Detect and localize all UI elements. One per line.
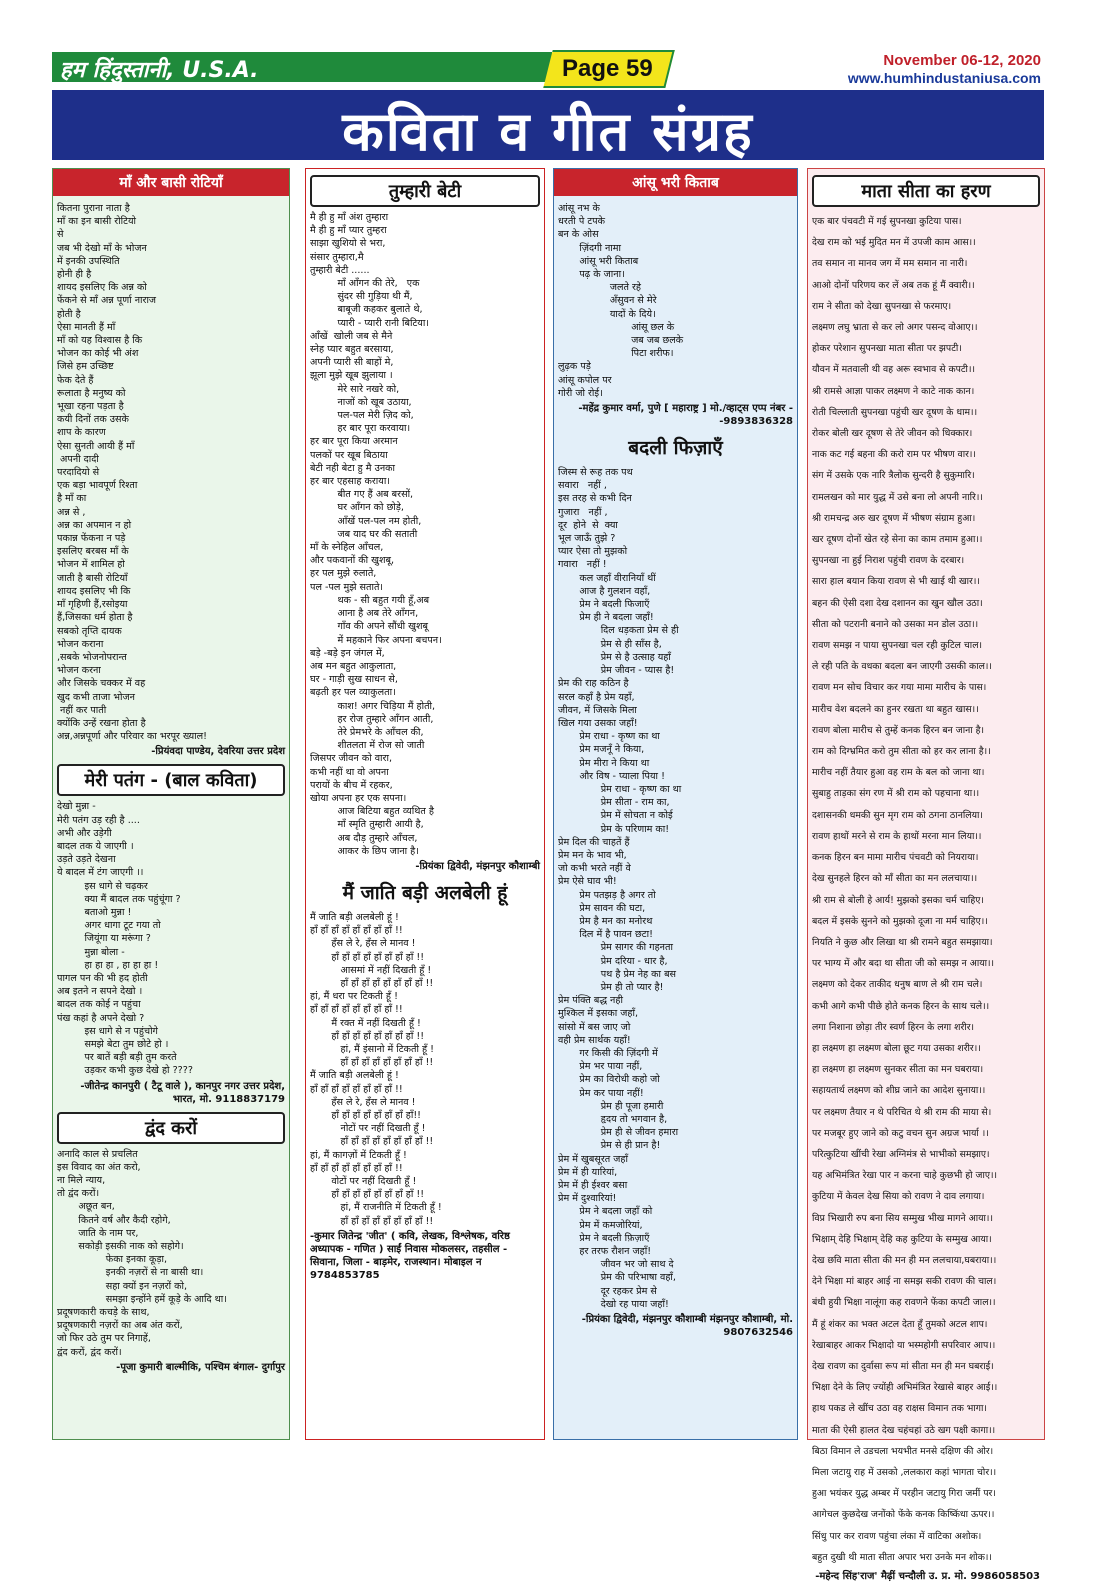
poem-title-dwand: द्वंद करों [57, 1112, 285, 1144]
column-2 [305, 168, 545, 1440]
poem-text-jaati: मैं जाति बड़ी अलबेली हूं ! हाँ हाँ हाँ हाँ हाँ हाँ हाँ हाँ !! हँस ले रे, हँस ले मानव ! हाँ हाँ हाँ हाँ हाँ हाँ हाँ हाँ !! आसमां में नहीं दिखती हूँ ! हाँ हाँ हाँ हाँ हाँ हाँ हाँ हाँ !! हां, मैं धरा पर टिकती हूँ ! हाँ हाँ हाँ हाँ हाँ हाँ हाँ हाँ !! मैं रक्त में नहीं दिखती हूँ ! हाँ हाँ हाँ हाँ हाँ हाँ हाँ हाँ !! हां, मैं इंसानो में टिकती हूँ ! हाँ हाँ हाँ हाँ हाँ हाँ हाँ हाँ !! मैं जाति बड़ी अलबेली हूं ! हाँ हाँ हाँ हाँ हाँ हाँ हाँ हाँ !! हँस ले रे, हँस ले मानव ! हाँ हाँ हाँ हाँ हाँ हाँ हाँ हाँ!! नोटों पर नहीं दिखती हूँ ! हाँ हाँ हाँ हाँ हाँ हाँ हाँ हाँ !! हां, मैं कागज़ों में टिकती हूँ ! हाँ हाँ हाँ हाँ हाँ हाँ हाँ हाँ !! वोटों पर नहीं दिखती हूँ ! हाँ हाँ हाँ हाँ हाँ हाँ हाँ हाँ !! हां, मैं राजनीति में टिकती हूँ ! हाँ हाँ हाँ हाँ हाँ हाँ हाँ हाँ !! [310, 911, 442, 1227]
poem-author-patang: -जीतेन्द्र कानपुरी ( टैटू वाले ), कानपुर नगर उत्तर प्रदेश, भारत, मो. 9118837179 [80, 1080, 285, 1105]
poem-title-beti: तुम्हारी बेटी [310, 175, 540, 207]
poem-title-fizayein: बदली फिज़ाएँ [628, 437, 723, 460]
poem-title-sita: माता सीता का हरण [812, 175, 1040, 207]
poem-author-maa: -प्रियंवदा पाण्डेय, देवरिया उत्तर प्रदेश [151, 746, 285, 758]
poem-author-jaati: -कुमार जितेन्द्र 'जीत' ( कवि, लेखक, विश्लेषक, वरिष्ठ अध्यापक - गणित ) साईं निवास मोकलसर, तहसील - सिवाना, जिला - बाड़मेर, राजस्थान। मोबाइल न 9784853785 [310, 1230, 510, 1281]
poem-author-beti: -प्रियंका द्विवेदी, मंझनपुर कौशाम्बी [415, 860, 540, 872]
column-4 [807, 168, 1045, 1582]
poem-text-maa: कितना पुराना नाता है माँ का इन बासी रोटियो से जब भी देखो माँ के भोजन में इनकी उपस्थिति होनी ही है शायद इसलिए कि अन्न को फेंकने से माँ अन्न पूर्णा नाराज होती है ऐसा मानती हैं माँ माँ को यह विश्वास है कि भोजन का कोई भी अंश जिसे हम उच्छिष्ट फेक देते हैं रूलाता है मनुष्य को भूखा रहना पड़ता है कयी दिनों तक उसके शाप के कारण ऐसा सुनती आयी हैं माँ अपनी दादी परदादियो से एक बड़ा भावपूर्ण रिश्ता है माँ का अन्न से , अन्न का अपमान न हो पकान्न फेंकना न पड़े इसलिए बरबस माँ के भोजन में शामिल हो जाती है बासी रोटियाँ शायद इसलिए भी कि माँ गृहिणी हैं,रसोइया हैं,जिसका धर्म होता है सबको तृप्ति दायक भोजन कराना ,सबके भोजनोपरान्त भोजन करना और जिसके चक्कर में वह खुद कभी ताजा भोजन नहीं कर पाती क्योंकि उन्हें रखना होता है अन्न,अन्नपूर्णा और परिवार का भरपूर ख्याल! [57, 203, 208, 743]
poem-text-sita: एक बार पंचवटी में गई सुपनखा कुटिया पास। देख राम को भई मुदित मन में उपजी काम आस।। तव समान ना मानव जग में मम समान ना नारी। आओ दोनों परिणय कर लें अब तक हूं मैं क्वारी।। राम ने सीता को देखा सुपनखा से फरमाए। लक्ष्मण लघु भ्राता से कर लो अगर पसन्द वोआए।। होकर परेशान सुपनखा माता सीता पर झपटी। यौवन में मतवाली थी वह अरू स्वभाव से कपटी।। श्री रामसे आज्ञा पाकर लक्ष्मण ने काटे नाक कान। रोती चिल्लाती सुपनखा पहुंची खर दूषण के धाम।। रोकर बोली खर दूषण से तेरे जीवन को धिक्कार। नाक कट गई बहना की करो राम पर भीषण वार।। संग में उसके एक नारि त्रैलोक सुन्दरी है सुकुमारि। रामलखन को मार युद्ध में उसे बना लो अपनी नारि।। श्री रामचन्द्र अरु खर दूषण में भीषण संग्राम हुआ। खर दूषण दोनों खेत रहे सेना का काम तमाम हुआ।। सुपनखा ना हुई निराश पहुंची रावण के दरबार। सारा हाल बयान किया रावण से भी खाई थी खार।। बहन की ऐसी दशा देख दशानन का खुन खौल उठा। सीता को पटरानी बनाने को उसका मन डोल उठा।। रावण समझ न पाया सुपनखा चल रही कुटिल चाल। ले रही पति के वधका बदला बन जाएगी उसकी काल।। रावण मन सोच विचार कर गया मामा मारीच के पास। मारीच वेश बदलने का हुनर रखता था बहुत खास।। रावण बोला मारीच से तुम्हें कनक हिरन बन जाना है। राम को दिग्भ्रमित करो तुम सीता को हर कर लाना है।। मारीच नहीं तैयार हुआ वह राम के बल को जाना था। सुबाहु ताड़का संग रण में श्री राम को पहचाना था।। दशासनकी धमकी सुन मृग राम को ठगना ठानलिया। रावण हाथों मरने से राम के हाथों मरना मान लिया।। कनक हिरन बन मामा मारीच पंचवटी को नियराया। देख सुनहले हिरन को माँ सीता का मन ललचाया।। श्री राम से बोली हे आर्य! मुझको इसका चर्म चाहिए। बदल में इसके सुनने को मुझको दूजा ना मर्म चाहिए।। नियति ने कुछ और लिखा था श्री रामने बहुत समझाया। पर भाग्य में और बदा था सीता जी को समझ न आया।। लक्ष्मण को देकर ताकीद धनुष बाण ले श्री राम चले। कभी आगे कभी पीछे होते कनक हिरन के साथ चले।। लगा निशाना छोड़ा तीर स्वर्ण हिरन के लगा शरीर। हा लक्ष्मण हा लक्ष्मण बोला छूट गया उसका शरीर।। हा लक्ष्मण हा लक्ष्मण सुनकर सीता का मन घबराया। सहायतार्थ लक्ष्मण को शीघ्र जाने का आदेश सुनाया।। पर लक्ष्मण तैयार न थे परिचित थे श्री राम की माया से। पर मजबूर हुए जाने को कटु वचन सुन अग्रज भार्या ।। परित्कुटिया खींची रेखा अग्निमंत्र से भाभीको समझाए। यह अभिमंत्रित रेखा पार न करना चाहे कुछभी हो जाए।। कुटिया में केवल देख सिया को रावण ने दाव लगाया। विप्र भिखारी रुप बना सिय सम्मुख भीख मागने आया।। भिक्षाम् देहि भिक्षाम् देहि कह कुटिया के सम्मुख आया। देख छवि माता सीता की मन ही मन ललचाया,घबराया।। देने भिक्षा मां बाहर आई ना समझ सकी रावण की चाल। बंधी हुयी भिक्षा नालूंगा कह रावणने फेंका कपटी जाल।। मैं हूं शंकर का भक्त अटल देता हूँ तुमको अटल शाप। रेखाबाहर आकर भिक्षादो या भस्महोगी सपरिवार आप।। देख रावण का दुर्वासा रूप मां सीता मन ही मन घबराई। भिक्षा देने के लिए ज्योंही अभिमंत्रित रेखासे बाहर आई।। हाथ पकड ले खींच उठा वह राक्षस विमान तक भागा। माता की ऐसी हालत देख चहंचहां उठे खग पक्षी कागा।। बिठा विमान ले उडचला भयभीत मनसे दक्षिण की ओर। मिला जटायु राह में उसको ,ललकारा कहां भागता चोर।। हुआ भयंकर युद्ध अम्बर में परहीन जटायु गिरा जमीं पर। आगेचल कुछदेख जनोंको फेंके कनक किष्किंधा ऊपर।। सिंधु पार कर रावण पहुंचा लंका में वाटिका अशोक। बहुत दुखी थी माता सीता अपार भरा उनके मन शोक।। [812, 216, 998, 1563]
poem-author-fizayein: -प्रियंका द्विवेदी, मंझनपुर कौशाम्बी मंझनपुर कौशाम्बी, मो. 9807632546 [581, 1314, 793, 1339]
poem-text-fizayein: जिस्म से रूह तक पथ सवारा नहीं , इस तरह से कभी दिन गुजारा नहीं , दूर होने से क्या भूल जाऊँ तुझे ? प्यार ऐसा तो मुझको गवारा नहीं ! कल जहाँ वीरानियाँ थीं आज है गुलशन वहाँ, प्रेम ने बदली फिजाएँ प्रेम ही ने बदला जहाँ! दिल धड़कता प्रेम से ही प्रेम से ही साँस है, प्रेम से है उत्साह यहाँ प्रेम जीवन - प्यास है! प्रेम की राह कठिन है सरल कहाँ है प्रेम यहाँ, जीवन, में जिसके मिला खिल गया उसका जहाँ! प्रेम राधा - कृष्ण का था प्रेम मजनूँ ने किया, प्रेम मीरा ने किया था और विष - प्याला पिया ! प्रेम राधा - कृष्ण का था प्रेम सीता - राम का, प्रेम में सोचता न कोई प्रेम के परिणाम का! प्रेम दिल की चाहतें हैं प्रेम मन के भाव भी, जो कभी भरते नहीं वे प्रेम ऐसे घाव भी! प्रेम पतझड़ है अगर तो प्रेम सावन की घटा, प्रेम है मन का मनोरथ दिल में है पावन छटा! प्रेम सागर की गहनता प्रेम दरिया - धार है, पथ है प्रेम नेह का बस प्रेम ही तो प्यार है! प्रेम पंक्ति बद्ध नही मुश्किल में इसका जहाँ, सांसो में बस जाए जो वही प्रेम सार्थक यहाँ! गर किसी की ज़िंदगी में प्रेम भर पाया नहीं, प्रेम का विरोधी कहो जो प्रेम कर पाया नहीं! प्रेम ही पूजा हमारी हृदय तो भगवान है, प्रेम ही से जीवन हमारा प्रेम से ही प्रान है! प्रेम में खुबसूरत जहाँ प्रेम में ही यारियां, प्रेम में ही ईश्वर बसा प्रेम में दुश्वारियां! प्रेम ने बदला जहाँ को प्रेम में कमजोरियां, प्रेम ने बदली फ़िज़ाएँ हर तरफ रौशन जहाँ! जीवन भर जो साथ दे प्रेम की परिभाषा वहाँ, दूर रहकर प्रेम से देखो रह पाया जहाँ! [558, 467, 682, 1310]
poem-text-beti: मै ही हु माँ अंश तुम्हारा मै ही हु माँ प्यार तुम्हरा साझा खुशियो से भरा, संसार तुम्हारा,मै तुम्हारी बेटी ...... माँ आँगन की तेरे, एक सुंदर सी गुड़िया थी मैं, बाबूजी कहकर बुलाते थे, प्यारी - प्यारी रानी बिटिया। आँखें खोली जब से मैने स्नेह प्यार बहुत बरसाया, अपनी प्यारी सी बाहों मे, झूला मुझे खूब झुलाया । मेरे सारे नखरे को, नाजों को खूब उठाया, पल-पल मेरी ज़िद को, हर बार पूरा करवाया। हर बार पूरा किया अरमान पलकों पर खूब बिठाया बेटी नही बेटा हु मै उनका हर बार एहसाह कराया। बीत गए हैं अब बरसों, घर आँगन को छोड़े, आँखें पल-पल नम होती, जब याद घर की सताती माँ के स्नेहिल आँचल, और पकवानों की खुशबू, हर पल मुझे रुलाते, पल -पल मुझे सताते। थक - सी बहुत गयी हूँ,अब आना है अब तेरे आँगन, गाँव की अपने सौंधी खुशबू में महकाने फिर अपना बचपन। बड़े -बड़े इन जंगल में, अब मन बहुत आकुलाता, घर - गाड़ी सुख साधन से, बढ़ती हर पल व्याकुलता। काश! अगर चिड़िया मैं होती, हर रोज तुम्हारे आँगन आती, तेरे प्रेमभरे के आँचल की, शीतलता में रोज सो जाती जिसपर जीवन को वारा, कभी नहीं था वो अपना परायों के बीच में रहकर, खोया अपना हर एक सपना। आज बिटिया बहुत व्यथित है माँ स्मृति तुम्हारी आयी है, अब दौड़ तुम्हारे आँचल, आकर के छिप जाना है। [310, 212, 442, 857]
masthead-brand-bar [52, 52, 552, 82]
poem-author-aansu: -महेंद्र कुमार वर्मा, पुणे [ महाराष्ट्र ] मो./व्हाट्स एप्प नंबर --9893836328 [578, 403, 793, 428]
website-link[interactable]: www.humhindustaniusa.com [847, 70, 1041, 86]
issue-date: November 06-12, 2020 [883, 52, 1041, 69]
masthead-brand: हम हिंदुस्तानी, U.S.A. [60, 58, 259, 83]
poem-text-dwand: अनादि काल से प्रचलित इस विवाद का अंत करो, ना मिले न्याय, तो द्वंद करों। अछूत बन, कितने वर्ष और कैदी रहोगे, जाति के नाम पर, सकोड़ी इसकी नाक को सहोगे। फेका इनका कूड़ा, इनकी नज़रों से ना बासी था। सहा क्यों इन नज़रों को, समझा इन्होंने हमें कूड़े के आदि था। प्रदूषणकारी कचड़े के साथ, प्रदूषणकारी नज़रों का अब अंत करों, जो फिर उठे तुम पर निगाहें, द्वंद करों, द्वंद करों। [57, 1148, 227, 1358]
poem-title-maa: माँ और बासी रोटियाँ [53, 169, 289, 196]
column-1 [52, 168, 290, 1440]
page-number: Page 59 [562, 55, 653, 82]
page-number-badge [543, 50, 674, 88]
poem-title-patang: मेरी पतंग - (बाल कविता) [57, 764, 285, 796]
poem-text-patang: देखो मुन्ना - मेरी पतंग उड़ रही है .... अभी और उड़ेगी बादल तक ये जाएगी । उड़ते उड़ते देखना ये बादल में टंग जाएगी ।। इस धागे से चढ़कर क्या मैं बादल तक पहुंचूंगा ? बताओ मुन्ना ! अगर धागा टूट गया तो जियूंगा या मरूंगा ? मुन्ना बोला - हा हा हा , हा हा हा ! पागल पन की भी हद होती अब इतने न सपने देखो । बादल तक कोई न पहुंचा पंख कहां है अपने देखो ? इस धागे से न पहुंचोगे समझे बेटा तुम छोटे हो । पर बातें बड़ी बड़ी तुम करते उड़कर कभी कुछ देखे हो ???? [57, 801, 193, 1077]
poem-author-dwand: -पूजा कुमारी बाल्मीकि, पश्चिम बंगाल- दुर्गापुर [116, 1361, 285, 1373]
poem-title-jaati: मैं जाति बड़ी अलबेली हूं [342, 881, 508, 904]
poem-author-sita: -महेन्द सिंह'राज' मैढ़ीं चन्दौली उ. प्र. मो. 9986058503 [815, 1571, 1040, 1582]
poem-text-aansu: आंसू नभ के धरती पे टपके बन के ओस ज़िंदगी नामा आंसू भरी किताब पढ़ के जाना। जलते रहे अँसुवन से मेरे यादों के दिये। आंसू छल के जब जब छलके पिटा शरीफ। लुढ़क पड़े आंसू कपोल पर गोरी जो रोई। [558, 203, 684, 399]
section-banner [52, 90, 1044, 163]
poem-title-aansu: आंसू भरी किताब [554, 169, 797, 196]
column-3 [553, 168, 798, 1440]
section-title: कविता व गीत संग्रह [342, 100, 754, 163]
